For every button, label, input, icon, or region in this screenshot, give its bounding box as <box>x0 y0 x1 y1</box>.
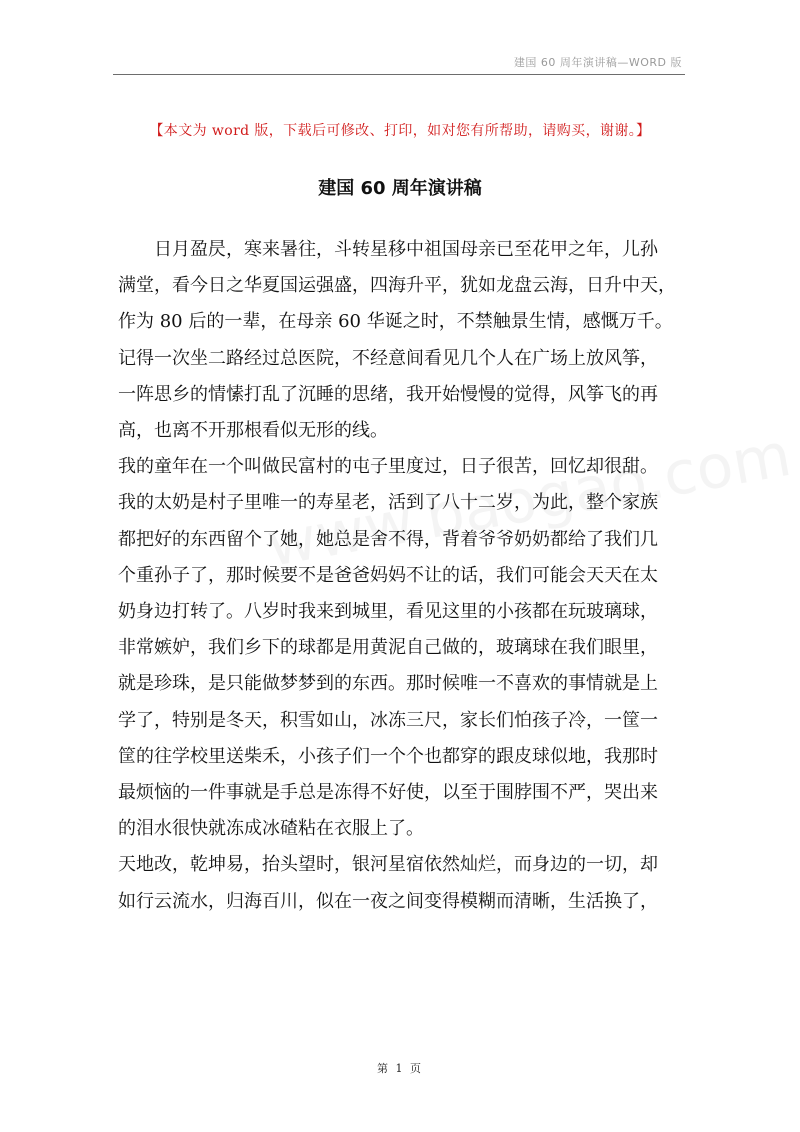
body-line: 奶身边打转了。八岁时我来到城里，看见这里的小孩都在玩玻璃球， <box>118 601 658 623</box>
purchase-notice: 【本文为 word 版，下载后可修改、打印，如对您有所帮助，请购买，谢谢。】 <box>149 123 651 139</box>
body-line: 如行云流水，归海百川，似在一夜之间变得模糊而清晰，生活换了， <box>118 890 658 912</box>
body-line: 最烦恼的一件事就是手总是冻得不好使，以至于围脖围不严，哭出来 <box>118 782 658 804</box>
body-line: 都把好的东西留个了她，她总是舍不得，背着爷爷奶奶都给了我们几 <box>118 528 658 550</box>
body-line: 的泪水很快就冻成冰碴粘在衣服上了。 <box>118 818 424 840</box>
page-number: 第 1 页 <box>377 1062 423 1075</box>
header-divider <box>113 74 685 75</box>
document-title: 建国 60 周年演讲稿 <box>318 178 482 199</box>
body-line: 筐的往学校里送柴禾，小孩子们一个个也都穿的跟皮球似地，我那时 <box>118 745 658 767</box>
body-line: 作为 80 后的一辈，在母亲 60 华诞之时，不禁触景生情，感慨万千。 <box>118 311 673 333</box>
body-line: 一阵思乡的情愫打乱了沉睡的思绪，我开始慢慢的觉得，风筝飞的再 <box>118 383 658 405</box>
body-line: 记得一次坐二路经过总医院，不经意间看见几个人在广场上放风筝， <box>118 347 658 369</box>
document-body <box>118 232 690 920</box>
body-line: 我的童年在一个叫做民富村的屯子里度过，日子很苦，回忆却很甜。 <box>118 456 658 478</box>
body-line: 就是珍珠，是只能做梦梦到的东西。那时候唯一不喜欢的事情就是上 <box>118 673 658 695</box>
body-line: 天地改，乾坤易，抬头望时，银河星宿依然灿烂，而身边的一切，却 <box>118 854 658 876</box>
body-line: 高，也离不开那根看似无形的线。 <box>118 420 388 442</box>
body-line: 满堂，看今日之华夏国运强盛，四海升平，犹如龙盘云海，日升中天， <box>118 275 676 297</box>
body-line: 非常嫉妒，我们乡下的球都是用黄泥自己做的，玻璃球在我们眼里， <box>118 637 658 659</box>
body-line: 个重孙子了，那时候要不是爸爸妈妈不让的话，我们可能会天天在太 <box>118 564 658 586</box>
body-line: 日月盈昃，寒来暑往，斗转星移中祖国母亲已至花甲之年，儿孙 <box>118 239 658 260</box>
body-line: 学了，特别是冬天，积雪如山，冰冻三尺，家长们怕孩子冷，一筐一 <box>118 709 658 731</box>
running-header: 建国 60 周年演讲稿—WORD 版 <box>513 56 682 69</box>
body-line: 我的太奶是村子里唯一的寿星老，活到了八十二岁，为此，整个家族 <box>118 492 658 514</box>
